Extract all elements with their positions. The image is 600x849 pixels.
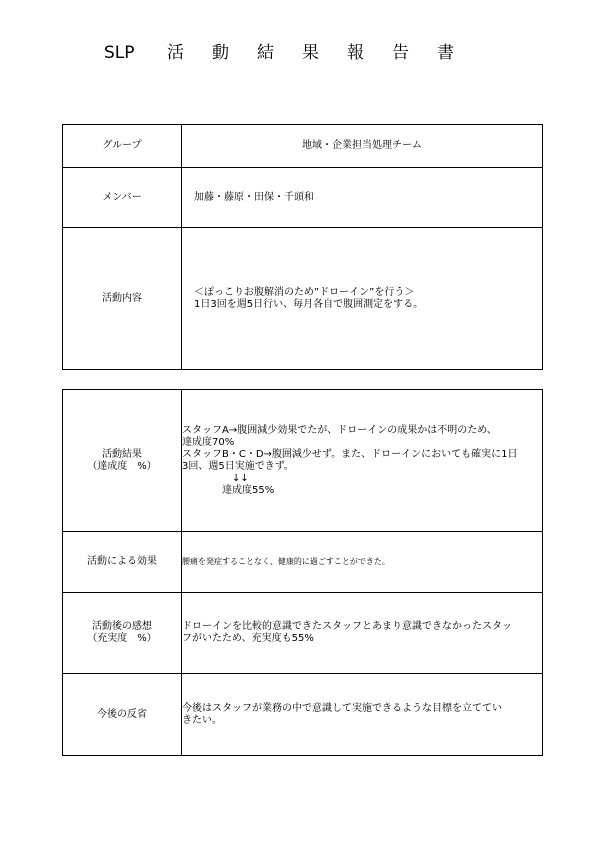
title-char-4: 果 bbox=[302, 43, 319, 63]
reflection-label: 今後の反省 bbox=[63, 674, 182, 756]
reflection-line-1: 今後はスタッフが業務の中で意識して実施できるような目標を立ててい bbox=[182, 702, 502, 714]
reflection-content bbox=[182, 674, 543, 756]
title-char-7: 書 bbox=[437, 43, 454, 63]
group-value: 地域・企業担当処理チーム bbox=[182, 125, 543, 168]
impression-label bbox=[63, 593, 182, 674]
result-label-line-2: （達成度 %） bbox=[87, 460, 157, 472]
group-row bbox=[63, 125, 543, 168]
member-row bbox=[63, 168, 543, 228]
document-title bbox=[0, 41, 600, 65]
result-rate: 達成度55% bbox=[222, 484, 275, 496]
impression-label-line-1: 活動後の感想 bbox=[92, 621, 152, 632]
activity-line-2: 1日3回を週5日行い、毎月各自で腹囲測定をする。 bbox=[194, 298, 424, 310]
member-label: メンバー bbox=[63, 168, 182, 228]
impression-line-1: ドローインを比較的意識できたスタッフとあまり意識できなかったスタッ bbox=[182, 621, 512, 632]
result-row bbox=[63, 390, 543, 532]
down-arrow-icon: ↓↓ bbox=[232, 472, 249, 484]
result-line-3: スタッフB・C・D→腹囲減少せず。また、ドローインにおいても確実に1日 bbox=[182, 448, 518, 460]
title-char-slp: SLP bbox=[104, 43, 135, 63]
result-table bbox=[62, 389, 543, 756]
activity-line-1: ＜ぽっこりお腹解消のため”ドローイン”を行う＞ bbox=[194, 286, 415, 298]
effect-label: 活動による効果 bbox=[63, 532, 182, 593]
effect-value: 腰痛を発症することなく、健康的に過ごすことができた。 bbox=[182, 532, 543, 593]
activity-row bbox=[63, 228, 543, 370]
title-char-2: 動 bbox=[212, 43, 229, 63]
reflection-row bbox=[63, 674, 543, 756]
result-label bbox=[63, 390, 182, 532]
activity-label: 活動内容 bbox=[63, 228, 182, 370]
effect-row bbox=[63, 532, 543, 593]
result-label-line-1: 活動結果 bbox=[102, 448, 142, 460]
result-content bbox=[182, 390, 543, 532]
group-label: グループ bbox=[63, 125, 182, 168]
title-char-1: 活 bbox=[167, 43, 184, 63]
impression-row bbox=[63, 593, 543, 674]
title-char-3: 結 bbox=[257, 43, 274, 63]
member-value: 加藤・藤原・田保・千頭和 bbox=[182, 168, 543, 228]
result-line-2: 達成度70% bbox=[182, 436, 235, 448]
activity-content bbox=[182, 228, 543, 370]
result-line-4: 3回、週5日実施できず。 bbox=[182, 460, 294, 472]
title-char-5: 報 bbox=[347, 43, 364, 63]
impression-content bbox=[182, 593, 543, 674]
info-table bbox=[62, 124, 543, 370]
impression-label-line-2: （充実度 %） bbox=[87, 633, 157, 644]
title-char-6: 告 bbox=[392, 43, 409, 63]
reflection-line-2: きたい。 bbox=[182, 714, 222, 726]
result-line-1: スタッフA→腹囲減少効果でたが、ドローインの成果かは不明のため、 bbox=[182, 424, 497, 436]
impression-line-2: フがいたため、充実度も55% bbox=[182, 633, 314, 644]
